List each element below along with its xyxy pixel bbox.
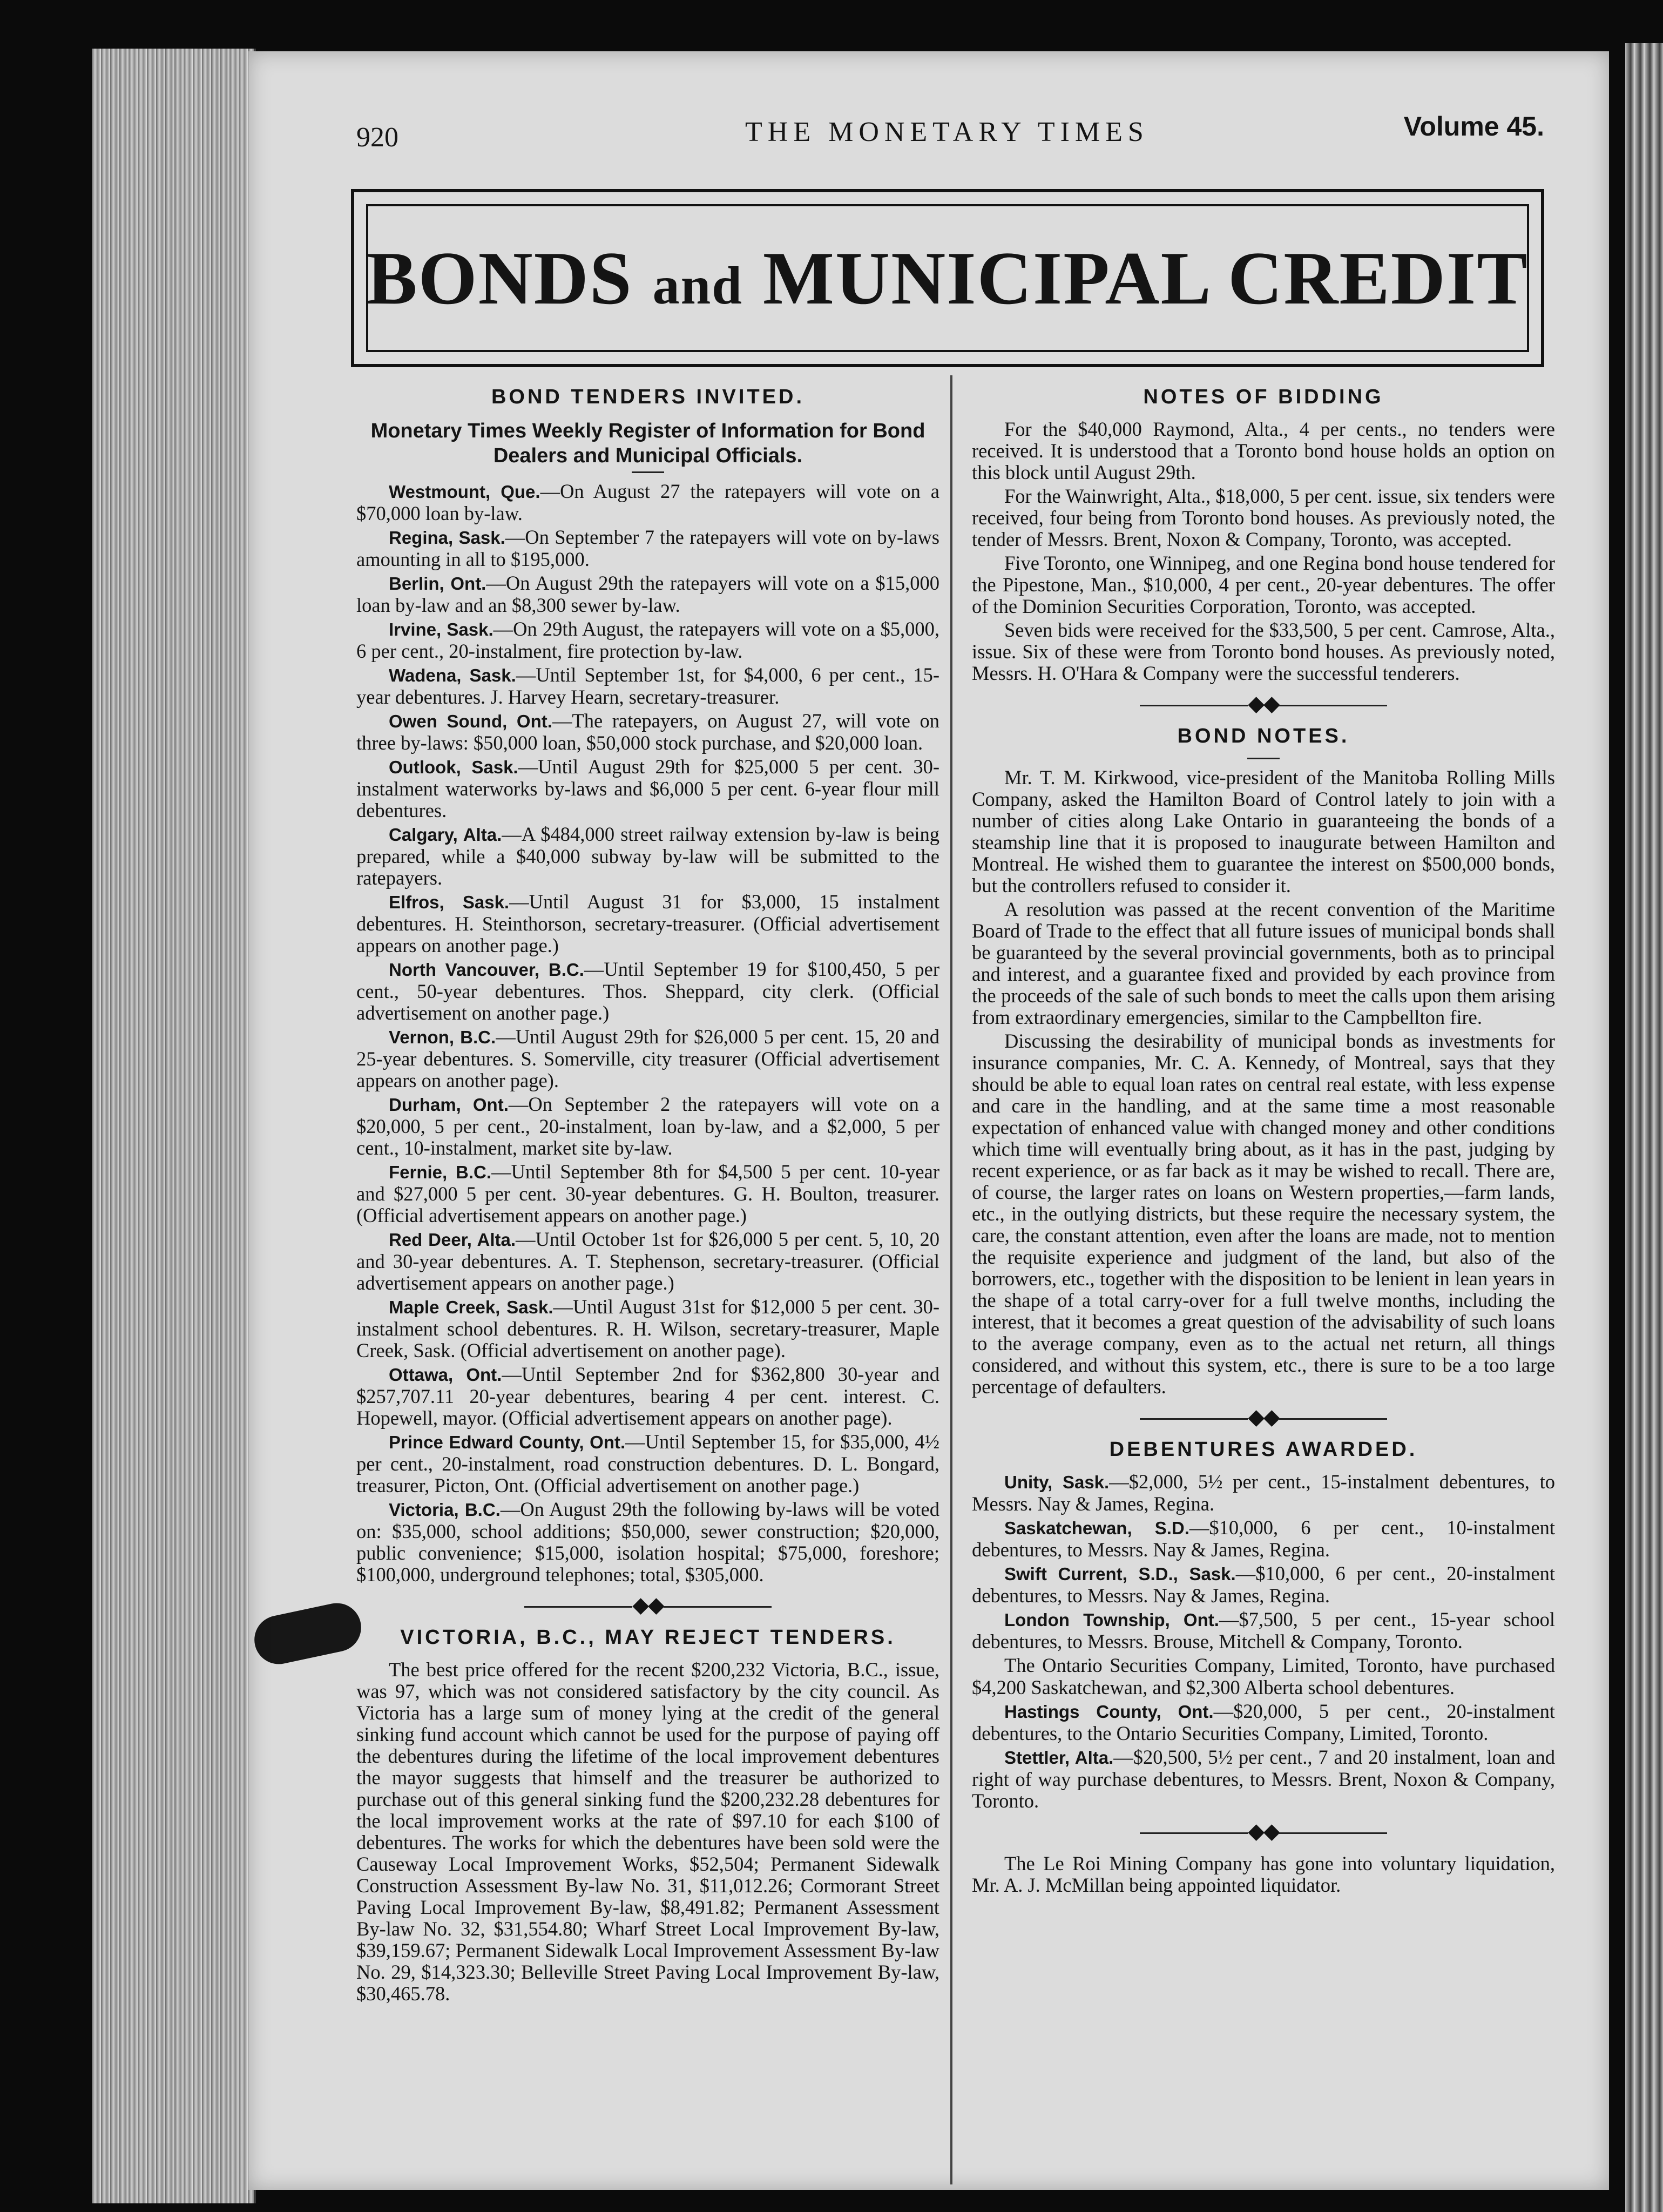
list-item: Discussing the desirability of municipal bonds as investments for insurance companies, Mr. C. A. Kennedy, of Montreal, says that they should be able to equal loan rates on central real estate, with less expense and care in the handling, and at the same time a most reasonable expectation of enhanced value with changed money and other conditions which time will eventually bring about, as it has in the past, judging by recent experience, or as far back as it may be wished to recall. There are, of course, the larger rates on loans on Western properties,—farm lands, etc., in the outlying districts, but these require the necessary system, the care, the constant attention, even after the loans are made, not to mention the requisite experience and judgment of the land, but also of the borrowers, etc., together with the disposition to be lenient in lean years in the shape of a total carry-over for a full twelve months, including the interest, that it becomes a great question of the advisability of such loans to the average company, even as to the actual net return, all things considered, and without this system, etc., there is sure to be a too large percentage of defaulters. [972,1030,1555,1398]
list-item: London Township, Ont.—$7,500, 5 per cent., 15-year school debentures, to Messrs. Brouse, Mitchell & Company, Toronto. [972,1608,1556,1653]
register-subheading: Monetary Times Weekly Register of Information for Bond Dealers and Municipal Officials. [370,420,925,467]
list-item: Maple Creek, Sask.—Until August 31st for $12,000 5 per cent. 30-instalment school debentures. R. H. Wilson, secretary-treasurer, Maple Creek, Sask. (Official advertisement on another page). [356,1296,939,1361]
list-item: Westmount, Que.—On August 27 the ratepayers will vote on a $70,000 loan by-law. [356,480,939,524]
notes-of-bidding-heading: NOTES OF BIDDING [1143,386,1384,408]
list-item: Prince Edward County, Ont.—Until September 15, for $35,000, 4½ per cent., 20-instalment, road construction debentures. D. L. Bongard, treasurer, Picton, Ont. (Official advertisement on another page.) [356,1431,939,1496]
list-item: Stettler, Alta.—$20,500, 5½ per cent., 7 and 20 instalment, loan and right of way purchase debentures, to Messrs. Brent, Noxon & Company, Toronto. [972,1746,1555,1812]
book-binding-edges [92,49,256,2203]
section-banner [351,189,1544,367]
list-item: A resolution was passed at the recent convention of the Maritime Board of Trade to the effect that all future issues of municipal bonds shall be guaranteed by the several provincial governments, both as to principal and interest, and a guarantee fixed and provided by each province from the proceeds of the sale of such bonds to meet the calls upon them arising from extraordinary emergencies, similar to the Campbellton fire. [972,898,1555,1028]
list-item: Five Toronto, one Winnipeg, and one Regina bond house tendered for the Pipestone, Man., $10,000, 4 per cent., 20-year debentures. The offer of the Dominion Securities Corporation, Toronto, was accepted. [972,552,1555,617]
debentures-awarded-heading: DEBENTURES AWARDED. [1109,1438,1418,1461]
list-item: Wadena, Sask.—Until September 1st, for $4,000, 6 per cent., 15-year debentures. J. Harvey Hearn, secretary-treasurer. [356,664,939,708]
list-item: Elfros, Sask.—Until August 31 for $3,000, 15 instalment debentures. H. Steinthorson, secretary-treasurer. (Official advertisement appears on another page.) [356,891,939,956]
list-item: For the Wainwright, Alta., $18,000, 5 per cent. issue, six tenders were received, four being from Toronto bond houses. As previously noted, the tender of Messrs. Brent, Noxon & Company, Toronto, was accepted. [972,485,1555,550]
ornament-divider: ◆◆ [972,1819,1555,1843]
bond-tenders-heading: BOND TENDERS INVITED. [491,386,805,408]
list-item: Victoria, B.C.—On August 29th the following by-laws will be voted on: $35,000, school additions; $50,000, sewer construction; $20,000, public convenience; $15,000, isolation hospital; $75,000, foreshore; $100,000, underground telephones; total, $305,000. [356,1498,939,1586]
list-item: Fernie, B.C.—Until September 8th for $4,500 5 per cent. 10-year and $27,000 5 per cent. 30-year debentures. G. H. Boulton, treasurer. (Official advertisement appears on another page.) [356,1161,939,1226]
list-item: Regina, Sask.—On September 7 the ratepayers will vote on by-laws amounting in all to $195,000. [356,526,939,570]
list-item: Berlin, Ont.—On August 29th the ratepayers will vote on a $15,000 loan by-law and an $8,300 sewer by-law. [356,572,940,616]
list-item: Red Deer, Alta.—Until October 1st for $26,000 5 per cent. 5, 10, 20 and 30-year debentures. A. T. Stephenson, secretary-treasurer. (Official advertisement appears on another page.) [356,1228,939,1294]
list-item: Seven bids were received for the $33,500, 5 per cent. Camrose, Alta., issue. Six of these were from Toronto bond houses. As previously noted, Messrs. H. O'Hara & Company were the successful tenderers. [972,619,1555,684]
list-item: Mr. T. M. Kirkwood, vice-president of the Manitoba Rolling Mills Company, asked the Hamilton Board of Control lately to join with a number of cities along Lake Ontario in guaranteeing the bonds of a steamship line that it is proposed to inaugurate between Hamilton and Montreal. He wished them to guarantee the interest on $500,000 bonds, but the controllers refused to consider it. [972,766,1555,896]
page-header [356,111,1544,159]
list-item: Unity, Sask.—$2,000, 5½ per cent., 15-instalment debentures, to Messrs. Nay & James, Regina. [972,1471,1555,1515]
list-item: Irvine, Sask.—On 29th August, the ratepayers will vote on a $5,000, 6 per cent., 20-instalment, fire protection by-law. [356,618,939,662]
tender-entries [356,481,939,1586]
list-item: Durham, Ont.—On September 2 the ratepayers will vote on a $20,000, 5 per cent., 20-instalment, loan by-law, and a $2,000, 5 per cent., 10-instalment, market site by-law. [356,1093,939,1159]
page-number: 920 [356,122,398,153]
bond-notes-heading: BOND NOTES. [1177,725,1350,747]
left-column [356,381,939,2007]
column-divider [950,375,952,2184]
closing-note: The Le Roi Mining Company has gone into voluntary liquidation, Mr. A. J. McMillan being appointed liquidator. [972,1852,1555,1896]
newspaper-page [248,51,1609,2190]
ornament-divider: ◆◆ [356,1593,939,1617]
list-item: Hastings County, Ont.—$20,000, 5 per cent., 20-instalment debentures, to the Ontario Securities Company, Limited, Toronto. [972,1700,1555,1744]
next-page-edge [1625,43,1663,2212]
list-item: Owen Sound, Ont.—The ratepayers, on August 27, will vote on three by-laws: $50,000 loan, $50,000 stock purchase, and $20,000 loan. [356,710,939,754]
victoria-article: The best price offered for the recent $200,232 Victoria, B.C., issue, was 97, which was not considered satisfactory by the city council. As Victoria has a large sum of money lying at the credit of the general sinking fund account which cannot be used for the purpose of paying off the debentures during the lifetime of the local improvement debentures the mayor suggests that himself and the treasurer be authorized to purchase out of this general sinking fund the $200,232.28 debentures for the local improvement works at the rate of $97.10 for each $100 of debentures. The works for which the debentures have been sold were the Causeway Local Improvement Works, $52,504; Permanent Sidewalk Construction Assessment By-law No. 31, $11,012.26; Cormorant Street Paving Local Improvement By-law, $8,491.82; Permanent Assessment By-law No. 32, $31,554.80; Wharf Street Local Improvement By-law, $39,159.67; Permanent Sidewalk Local Improvement Assessment By-law No. 29, $14,323.30; Belleville Street Paving Local Improvement By-law, $30,465.78. [356,1658,939,2005]
victoria-heading: VICTORIA, B.C., MAY REJECT TENDERS. [400,1626,896,1649]
list-item: North Vancouver, B.C.—Until September 19 for $100,450, 5 per cent., 50-year debentures. Thos. Sheppard, city clerk. (Official advertisement on another page.) [356,958,939,1024]
banner-title: BONDS and MUNICIPAL CREDIT [367,236,1529,320]
right-column [972,381,1555,1898]
list-item: Outlook, Sask.—Until August 29th for $25,000 5 per cent. 30-instalment waterworks by-laws and $6,000 5 per cent. 6-year flour mill debentures. [356,756,939,821]
list-item: The Ontario Securities Company, Limited, Toronto, have purchased $4,200 Saskatchewan, and $2,300 Alberta school debentures. [972,1654,1555,1698]
list-item: Ottawa, Ont.—Until September 2nd for $362,800 30-year and $257,707.11 20-year debentures, bearing 4 per cent. interest. C. Hopewell, mayor. (Official advertisement appears on another page). [356,1363,940,1429]
list-item: Saskatchewan, S.D.—$10,000, 6 per cent., 10-instalment debentures, to Messrs. Nay & James, Regina. [972,1516,1555,1561]
list-item: Calgary, Alta.—A $484,000 street railway extension by-law is being prepared, while a $40,000 subway by-law will be submitted to the ratepayers. [356,823,939,889]
list-item: For the $40,000 Raymond, Alta., 4 per cents., no tenders were received. It is understood that a Toronto bond house holds an option on this block until August 29th. [972,418,1555,483]
list-item: Vernon, B.C.—Until August 29th for $26,000 5 per cent. 15, 20 and 25-year debentures. S. Somerville, city treasurer (Official advertisement appears on another page). [356,1026,939,1091]
running-title: THE MONETARY TIMES [745,117,1149,147]
ornament-divider: ◆◆ [972,692,1555,716]
volume-label: Volume 45. [1403,111,1544,141]
list-item: Swift Current, S.D., Sask.—$10,000, 6 per cent., 20-instalment debentures, to Messrs. Nay & James, Regina. [972,1562,1555,1607]
ornament-divider: ◆◆ [972,1405,1555,1429]
